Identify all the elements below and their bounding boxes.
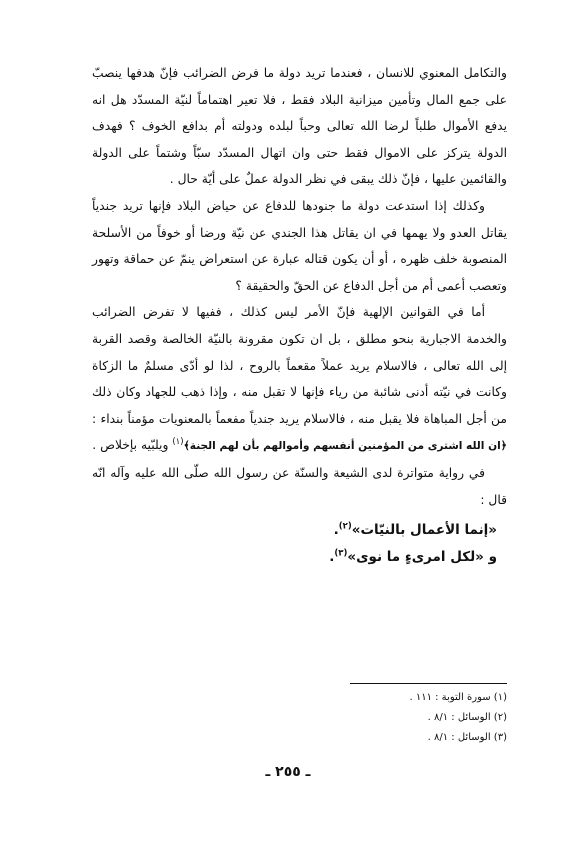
hadith-line (92, 544, 507, 571)
footnotes (300, 688, 507, 748)
closing-text: ويلبّيه بإخلاص . (92, 438, 169, 453)
footnote: (٢) الوسائل : ٨/١ . (427, 712, 507, 723)
quran-verse: ﴿ان الله اشترى من المؤمنين أنفسهم وأموالهم بأن لهم الجنة﴾ (183, 440, 507, 453)
paragraph-with-quote (92, 299, 507, 460)
hadith-text: «إنما الأعمال بالنيّات» (351, 522, 497, 539)
hadith-line (92, 517, 507, 544)
hadith-prefix: و (483, 548, 497, 565)
footnote-ref: (٣) (334, 548, 348, 559)
footnote-ref: (٢) (338, 521, 352, 532)
footnote-ref: (١) (172, 437, 184, 448)
hadith-intro: في رواية متواترة لدى الشيعة والسنّة عن رسول الله صلّى الله عليه وآله انّه قال : (92, 465, 507, 507)
paragraph: وكذلك إذا استدعت دولة ما جنودها للدفاع عن حياض البلاد فإنها تريد جندياً يقاتل العدو ولا يهمها في ان يقاتل هذا الجندي عن نيّة ورضا أو خوفاً من الأسلحة المنصوبة خلف ظهره ، أو أن يكون قتاله عبارة عن استعراض ينمّ عن حماقة وتهور وتعصب أعمى أم من أجل الدفاع عن الحقّ والحقيقة ؟ (92, 198, 507, 293)
footnote-divider (350, 683, 507, 684)
main-text (92, 60, 507, 570)
paragraph-text: أما في القوانين الإلهية فإنّ الأمر ليس كذلك ، ففيها لا تفرض الضرائب والخدمة الاجبارية بنحو مطلق ، بل ان تكون مقرونة بالنيّة الخالصة وقصد القربة إلى الله تعالى ، فالاسلام يريد عملاً مقعماً بالروح ، لذا لو أدّى مسلمٌ ما الزكاة وكانت في نيّته أدنى شائبة من رياء فإنها لا تقبل منه ، وإذا ذهب للجهاد وكان ذلك من أجل المباهاة فلا يقبل منه ، فالاسلام يريد جندياً مفعماً بالمعنويات مؤمناً بنداء : (92, 305, 507, 426)
hadith-text: «لكل امرىءٍ ما نوى» (347, 548, 484, 565)
hadith-end: . (329, 548, 335, 565)
footnote: (١) سورة التوبة : ١١١ . (409, 692, 507, 703)
hadith-list (92, 517, 507, 570)
paragraph: والتكامل المعنوي للانسان ، فعندما تريد دولة ما فرض الضرائب فإنّ هدفها ينصبّ على جمع المال وتأمين ميزانية البلاد فقط ، فلا تعير اهتماماً لنيّة المسدّد هل انه يدفع الأموال طلباً لرضا الله تعالى وحباً لبلده ودولته أم بدافع الخوف ؟ فهدف الدولة يتركز على الاموال فقط حتى وان اتهال المسدّد سبّاً وشتماً على الدولة والقائمين عليها ، فإنّ ذلك يبقى في نظر الدولة عملٌ على أيّة حال . (92, 66, 507, 187)
footnote: (٣) الوسائل : ٨/١ . (427, 732, 507, 743)
page-number: ـ ٢٥٥ ـ (265, 764, 311, 780)
hadith-end: . (333, 522, 339, 539)
